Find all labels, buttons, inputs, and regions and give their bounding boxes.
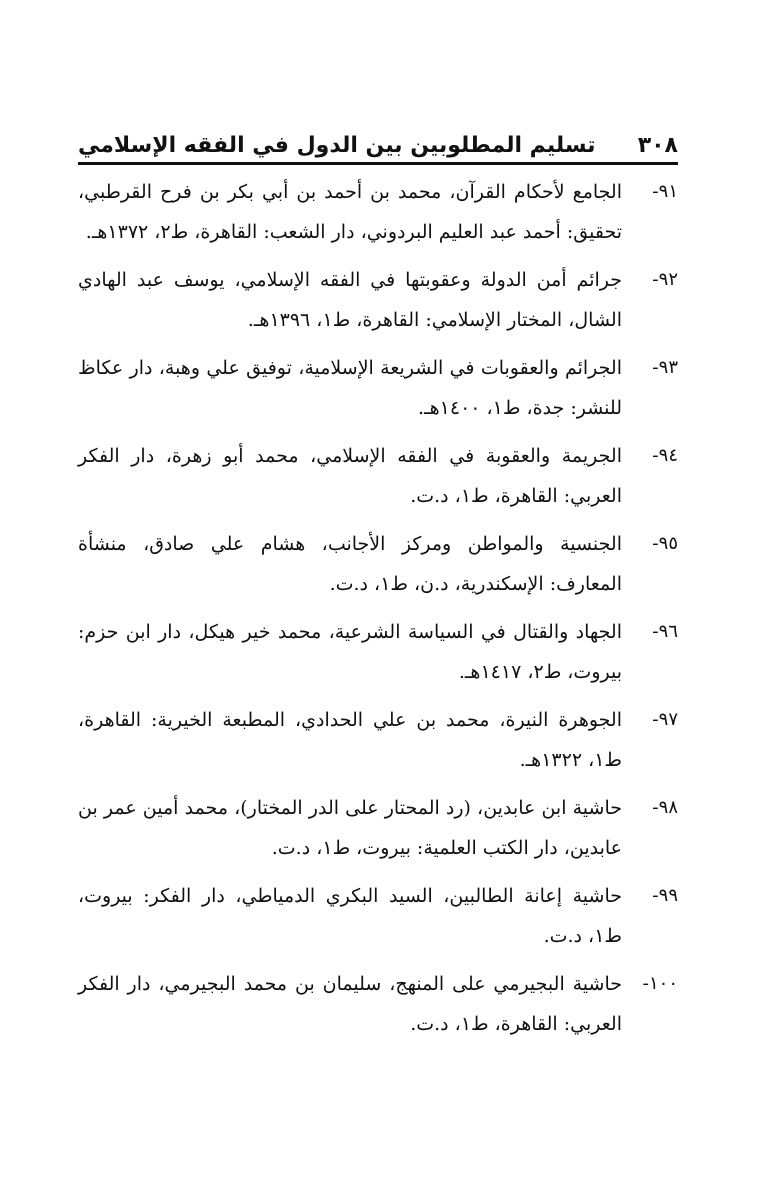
entry-number: ٩٤-	[652, 445, 678, 466]
entry-text: جرائم أمن الدولة وعقوبتها في الفقه الإسلامي، يوسف عبد الهادي الشال، المختار الإسلامي: القاهرة، ط١، ١٣٩٦هـ.	[78, 269, 622, 331]
running-title: تسليم المطلوبين بين الدول في الفقه الإسلامي	[78, 133, 596, 158]
bibliography-entry	[78, 436, 678, 516]
bibliography-entry	[78, 788, 678, 868]
entry-text: الجهاد والقتال في السياسة الشرعية، محمد خير هيكل، دار ابن حزم: بيروت، ط٢، ١٤١٧هـ.	[78, 621, 622, 683]
entry-number: ٩٥-	[652, 533, 678, 554]
bibliography-entry	[78, 876, 678, 956]
bibliography-list	[78, 172, 678, 1052]
entry-number: ٩٨-	[652, 797, 678, 818]
entry-number: ٩١-	[652, 181, 678, 202]
bibliography-entry	[78, 524, 678, 604]
entry-number: ٩٧-	[652, 709, 678, 730]
entry-number: ٩٩-	[652, 885, 678, 906]
bibliography-entry	[78, 612, 678, 692]
entry-text: الجرائم والعقوبات في الشريعة الإسلامية، توفيق علي وهبة، دار عكاظ للنشر: جدة، ط١، ١٤٠٠هـ.	[78, 357, 622, 419]
entry-text: الجريمة والعقوبة في الفقه الإسلامي، محمد أبو زهرة، دار الفكر العربي: القاهرة، ط١، د.ت.	[78, 445, 622, 507]
bibliography-entry	[78, 172, 678, 252]
entry-number: ١٠٠-	[642, 973, 678, 994]
bibliography-entry	[78, 348, 678, 428]
bibliography-entry	[78, 260, 678, 340]
entry-number: ٩٢-	[652, 269, 678, 290]
entry-text: حاشية ابن عابدين، (رد المحتار على الدر المختار)، محمد أمين عمر بن عابدين، دار الكتب العلمية: بيروت، ط١، د.ت.	[78, 797, 622, 859]
entry-text: الجامع لأحكام القرآن، محمد بن أحمد بن أبي بكر بن فرح القرطبي، تحقيق: أحمد عبد العليم البردوني، دار الشعب: القاهرة، ط٢، ١٣٧٢هـ.	[78, 181, 622, 243]
bibliography-entry	[78, 700, 678, 780]
entry-number: ٩٦-	[652, 621, 678, 642]
entry-text: حاشية البجيرمي على المنهج، سليمان بن محمد البجيرمي، دار الفكر العربي: القاهرة، ط١، د.ت.	[78, 973, 622, 1035]
page-number: ٣٠٨	[637, 133, 678, 158]
page-header	[78, 118, 678, 165]
entry-text: الجوهرة النيرة، محمد بن علي الحدادي، المطبعة الخيرية: القاهرة، ط١، ١٣٢٢هـ.	[78, 709, 622, 771]
entry-text: حاشية إعانة الطالبين، السيد البكري الدمياطي، دار الفكر: بيروت، ط١، د.ت.	[78, 885, 622, 947]
bibliography-entry	[78, 964, 678, 1044]
entry-number: ٩٣-	[652, 357, 678, 378]
entry-text: الجنسية والمواطن ومركز الأجانب، هشام علي صادق، منشأة المعارف: الإسكندرية، د.ن، ط١، د.ت.	[78, 533, 622, 595]
